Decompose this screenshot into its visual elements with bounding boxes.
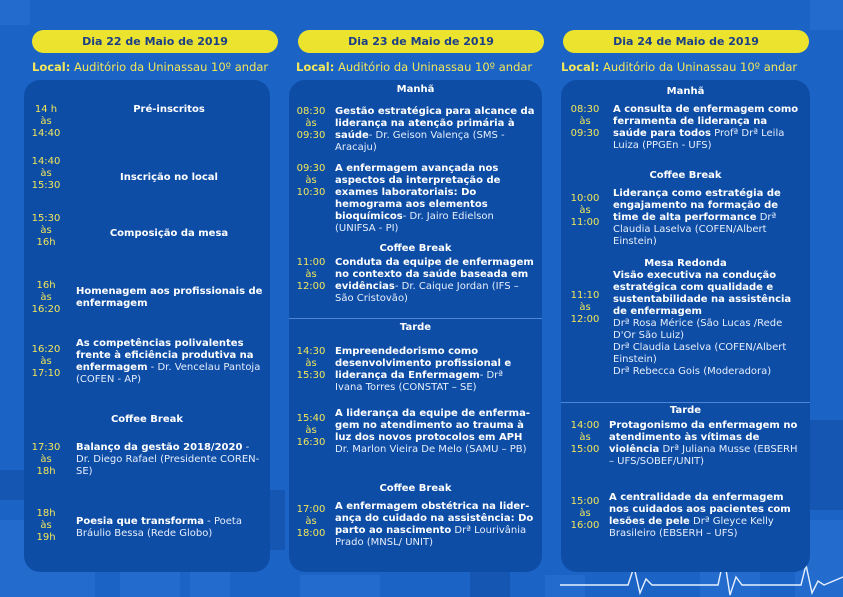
day-3-item-2-text: Liderança como estratégia de engajamento na formação de time de alta performance Drª Claudia Laselva (COFEN/Albert Einstein) — [613, 188, 781, 247]
day-1-item-7-time: 18h às 19h — [36, 508, 56, 543]
day-3-item-3-text: Visão executiva na condução estratégica com qualidade e sustentabilidade na assistência de enfermagem Drª Rosa Mérice (São Lucas /Rede D'Or São Luiz) Drª Claudia Laselva (COFEN/Albert Einstein) Drª Rebecca Gois (Moderadora) — [613, 270, 792, 377]
day-3-coffee-break: Coffee Break — [649, 170, 722, 181]
day-2-item-5-time: 15:40 às 16:30 — [296, 413, 326, 448]
day-1-item-4-time: 16h às 16:20 — [31, 280, 61, 315]
day-2-item-2-time: 09:30 às 10:30 — [296, 163, 326, 198]
day-1-item-6-time: 17:30 às 18h — [31, 442, 61, 477]
day-3-item-1-text: A consulta de enfermagem como ferramenta de liderança na saúde para todos Profª Drª Leila Luiza (PPGEn - UFS) — [613, 104, 799, 151]
day-2-title: Dia 23 de Maio de 2019 — [298, 30, 544, 53]
day-2-item-3-text: Conduta da equipe de enfermagem no contexto da saúde baseada em evidências- Dr. Caique Jordan (IFS – São Cristovão) — [335, 257, 534, 304]
day-1-item-7-text: Poesia que transforma - Poeta Bráulio Bessa (Rede Globo) — [76, 516, 242, 539]
day-2-divider — [289, 318, 542, 319]
day-2-item-6-time: 17:00 às 18:00 — [296, 504, 326, 539]
day-3-item-4-text: Protagonismo da enfermagem no atendimento às vítimas de violência Drª Juliana Musse (EBSERH – UFS/SOBEF/UNIT) — [609, 420, 798, 467]
day-1-item-2-time: 14:40 às 15:30 — [31, 156, 61, 191]
day-2-item-4-text: Empreendedorismo como desenvolvimento profissional e liderança da Enfermagem- Drª Ivana Torres (CONSTAT – SE) — [335, 346, 512, 393]
day-3-item-2-time: 10:00 às 11:00 — [570, 193, 600, 228]
day-3-morning-heading: Manhã — [666, 86, 705, 97]
day-1-item-3-time: 15:30 às 16h — [31, 213, 61, 248]
day-2-afternoon-heading: Tarde — [399, 322, 432, 333]
day-1-item-5-text: As competências polivalentes frente à eficiência produtiva na enfermagem - Dr. Vencelau Pantoja (COFEN - AP) — [76, 338, 261, 385]
day-2-coffee-break-1: Coffee Break — [379, 243, 452, 254]
day-1-item-2-title: Inscrição no local — [120, 172, 218, 183]
day-2-morning-heading: Manhã — [396, 84, 435, 95]
day-2-item-6-text: A enfermagem obstétrica na lider- ança do cuidado na assistência: Do parto ao nascimento Drª Lourivânia Prado (MNSL/ UNIT) — [335, 501, 534, 548]
day-2-item-1-text: Gestão estratégica para alcance da liderança na atenção primária à saúde- Dr. Geison Valença (SMS - Aracaju) — [335, 106, 535, 153]
day-2-panel — [289, 80, 542, 572]
day-2-item-5-text: A liderança da equipe de enferma- gem no atendimento ao trauma à luz dos novos protocolos em APH Dr. Marlon Vieira De Melo (SAMU – PB) — [335, 408, 530, 455]
day-2-location: Local: Auditório da Uninassau 10º andar — [296, 60, 533, 74]
day-3-item-5-text: A centralidade da enfermagem nos cuidados aos pacientes com lesões de pele Drª Gleyce Kelly Brasileiro (EBSERH – UFS) — [609, 492, 791, 539]
day-3-divider — [561, 402, 810, 403]
day-3-location: Local: Auditório da Uninassau 10º andar — [561, 60, 798, 74]
day-1-item-5-time: 16:20 às 17:10 — [31, 344, 61, 379]
day-1-item-1-time: 14 h às 14:40 — [31, 104, 61, 139]
day-1-coffee-break: Coffee Break — [110, 414, 184, 425]
day-3-item-4-time: 14:00 às 15:00 — [570, 420, 600, 455]
day-3-item-5-time: 15:00 às 16:00 — [570, 496, 600, 531]
day-1-title: Dia 22 de Maio de 2019 — [32, 30, 278, 53]
day-1-item-1-title: Pré-inscritos — [133, 104, 205, 115]
day-3-item-1-time: 08:30 às 09:30 — [570, 104, 600, 139]
day-1-location: Local: Auditório da Uninassau 10º andar — [32, 60, 269, 74]
day-3-item-3-time: 11:10 às 12:00 — [570, 290, 600, 325]
day-3-panel — [561, 80, 810, 572]
day-2-item-2-text: A enfermagem avançada nos aspectos da interpretação de exames laboratoriais: Do hemograma aos elementos bioquímicos- Dr. Jairo Edielson (UNIFSA - PI) — [335, 163, 501, 234]
day-1-panel — [24, 80, 270, 572]
day-1-item-3-title: Composição da mesa — [109, 228, 229, 239]
day-3-afternoon-heading: Tarde — [669, 405, 702, 416]
day-2-item-1-time: 08:30 às 09:30 — [296, 106, 326, 141]
day-2-item-3-time: 11:00 às 12:00 — [296, 257, 326, 292]
day-3-roundtable-heading: Mesa Redonda — [644, 258, 727, 269]
day-1-item-4-text: Homenagem aos profissionais de enfermagem — [76, 286, 263, 309]
day-2-item-4-time: 14:30 às 15:30 — [296, 346, 326, 381]
day-1-item-6-text: Balanço da gestão 2018/2020 - Dr. Diego Rafael (Presidente COREN-SE) — [76, 442, 260, 477]
day-2-coffee-break-2: Coffee Break — [379, 483, 452, 494]
day-3-title: Dia 24 de Maio de 2019 — [563, 30, 809, 53]
